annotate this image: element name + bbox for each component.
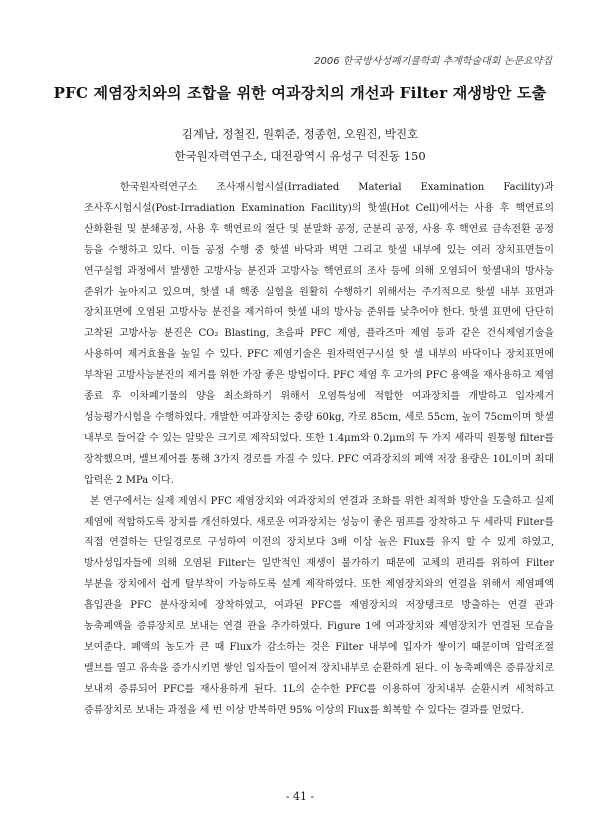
abstract-body	[84, 178, 554, 722]
author-affiliation: 한국원자력연구소, 대전광역시 유성구 덕진동 150	[174, 149, 426, 163]
page-number: - 41 -	[285, 790, 315, 803]
paper-title: PFC 제염장치와의 조합을 위한 여과장치의 개선과 Filter 재생방안 도출	[53, 84, 547, 102]
author-list: 김계남, 정철진, 원휘준, 정종헌, 오원진, 박진호	[181, 127, 419, 141]
body-paragraph-1: 한국원자력연구소 조사재시험시설(Irradiated Material Examination Facility)과 조사후시험시설(Post-Irradiation Examination Facility)의 핫셀(Hot Cell)에서는 사용 후 핵연료의 산화환원 및 분쇄공정, 사용 후 핵연료의 절단 및 분말화 공정, 군분리 공정, 사용 후 핵연료 금속전환 공정 등을 수행하고 있다. 이들 공정 수행 중 핫셀 바닥과 벽면 그리고 핫셀 내부에 있는 여러 장치표면들이 연구실험 과정에서 발생한 고방사능 분진과 고방사능 핵연료의 조사 등에 의해 오염되어 핫셀내의 방사능 준위가 높아지고 있으며, 핫셀 내 핵종 실험을 원활히 수행하기 위해서는 주기적으로 핫셀 내부 표면과 장치표면에 오염된 고방사능 분진을 제거하여 핫셀 내의 방사능 준위를 낮추어야 한다. 핫셀 표면에 단단히 고착된 고방사능 분진은 CO₂ Blasting, 초음파 PFC 제염, 플라즈마 제염 등과 같은 건식제염기술을 사용하여 제거효율을 높일 수 있다. PFC 제염기술은 원자력연구시설 핫 셀 내부의 바닥이나 장치표면에 부착된 고방사능분진의 제거를 위한 가장 좋은 방법이다. PFC 제염 후 고가의 PFC 용액을 재사용하고 제염 종료 후 이차폐기물의 양을 최소화하기 위해서 오염특성에 적합한 여과장치를 개발하고 입자제거 성능평가시험을 수행하였다. 개발한 여과장치는 중량 60kg, 가로 85cm, 세로 55cm, 높이 75cm이며 핫셀 내부로 들어갈 수 있는 알맞은 크기로 제작되었다. 또한 1.4μm와 0.2μm의 두 가지 세라믹 원통형 filter를 장착했으며, 밸브제어를 통해 3가지 경로를 가질 수 있다. PFC 여과장치의 폐액 저장 용량은 10L이며 최대 압력은 2 MPa 이다.	[84, 182, 554, 486]
body-paragraph-2: 본 연구에서는 실제 제염시 PFC 제염장치와 여과장치의 연결과 조화를 위한 최적화 방안을 도출하고 실제 제염에 적합하도록 장치를 개선하였다. 새로운 여과장치는 성능이 좋은 펌프를 장착하고 두 세라믹 Filter를 직접 연결하는 단일경로로 구성하여 이전의 장치보다 3배 이상 높은 Flux를 유지 할 수 있게 하였고, 방사성입자들에 의해 오염된 Filter는 일반적인 재생이 불가하기 때문에 교체의 편리를 위하여 Filter 부분을 장치에서 쉽게 탈부착이 가능하도록 설계 제작하였다. 또한 제염장치와의 연결을 위해서 제염폐액 흡입관을 PFC 분사장치에 장착하였고, 여과된 PFC를 제염장치의 저장탱크로 방출하는 연결 관과 농축폐액을 증류장치로 보내는 연결 관을 추가하였다. Figure 1에 여과장치와 제염장치가 연결된 모습을 보여준다. 폐액의 농도가 큰 때 Flux가 감소하는 것은 Filter 내부에 입자가 쌓이기 때문이며 압력조절 밸브를 열고 유속을 증가시키면 쌓인 입자들이 떨어져 장치내부로 순환하게 된다. 이 농축폐액은 증류장치로 보내져 증류되어 PFC를 재사용하게 된다. 1L의 순수한 PFC를 이용하여 장치내부 순환시켜 세척하고 증류장치로 보내는 과정을 세 번 이상 반복하면 95% 이상의 Flux를 회복할 수 있다는 결과를 얻었다.	[84, 495, 554, 716]
running-header: 2006 한국방사성폐기물학회 추계학술대회 논문요약집	[314, 56, 552, 67]
